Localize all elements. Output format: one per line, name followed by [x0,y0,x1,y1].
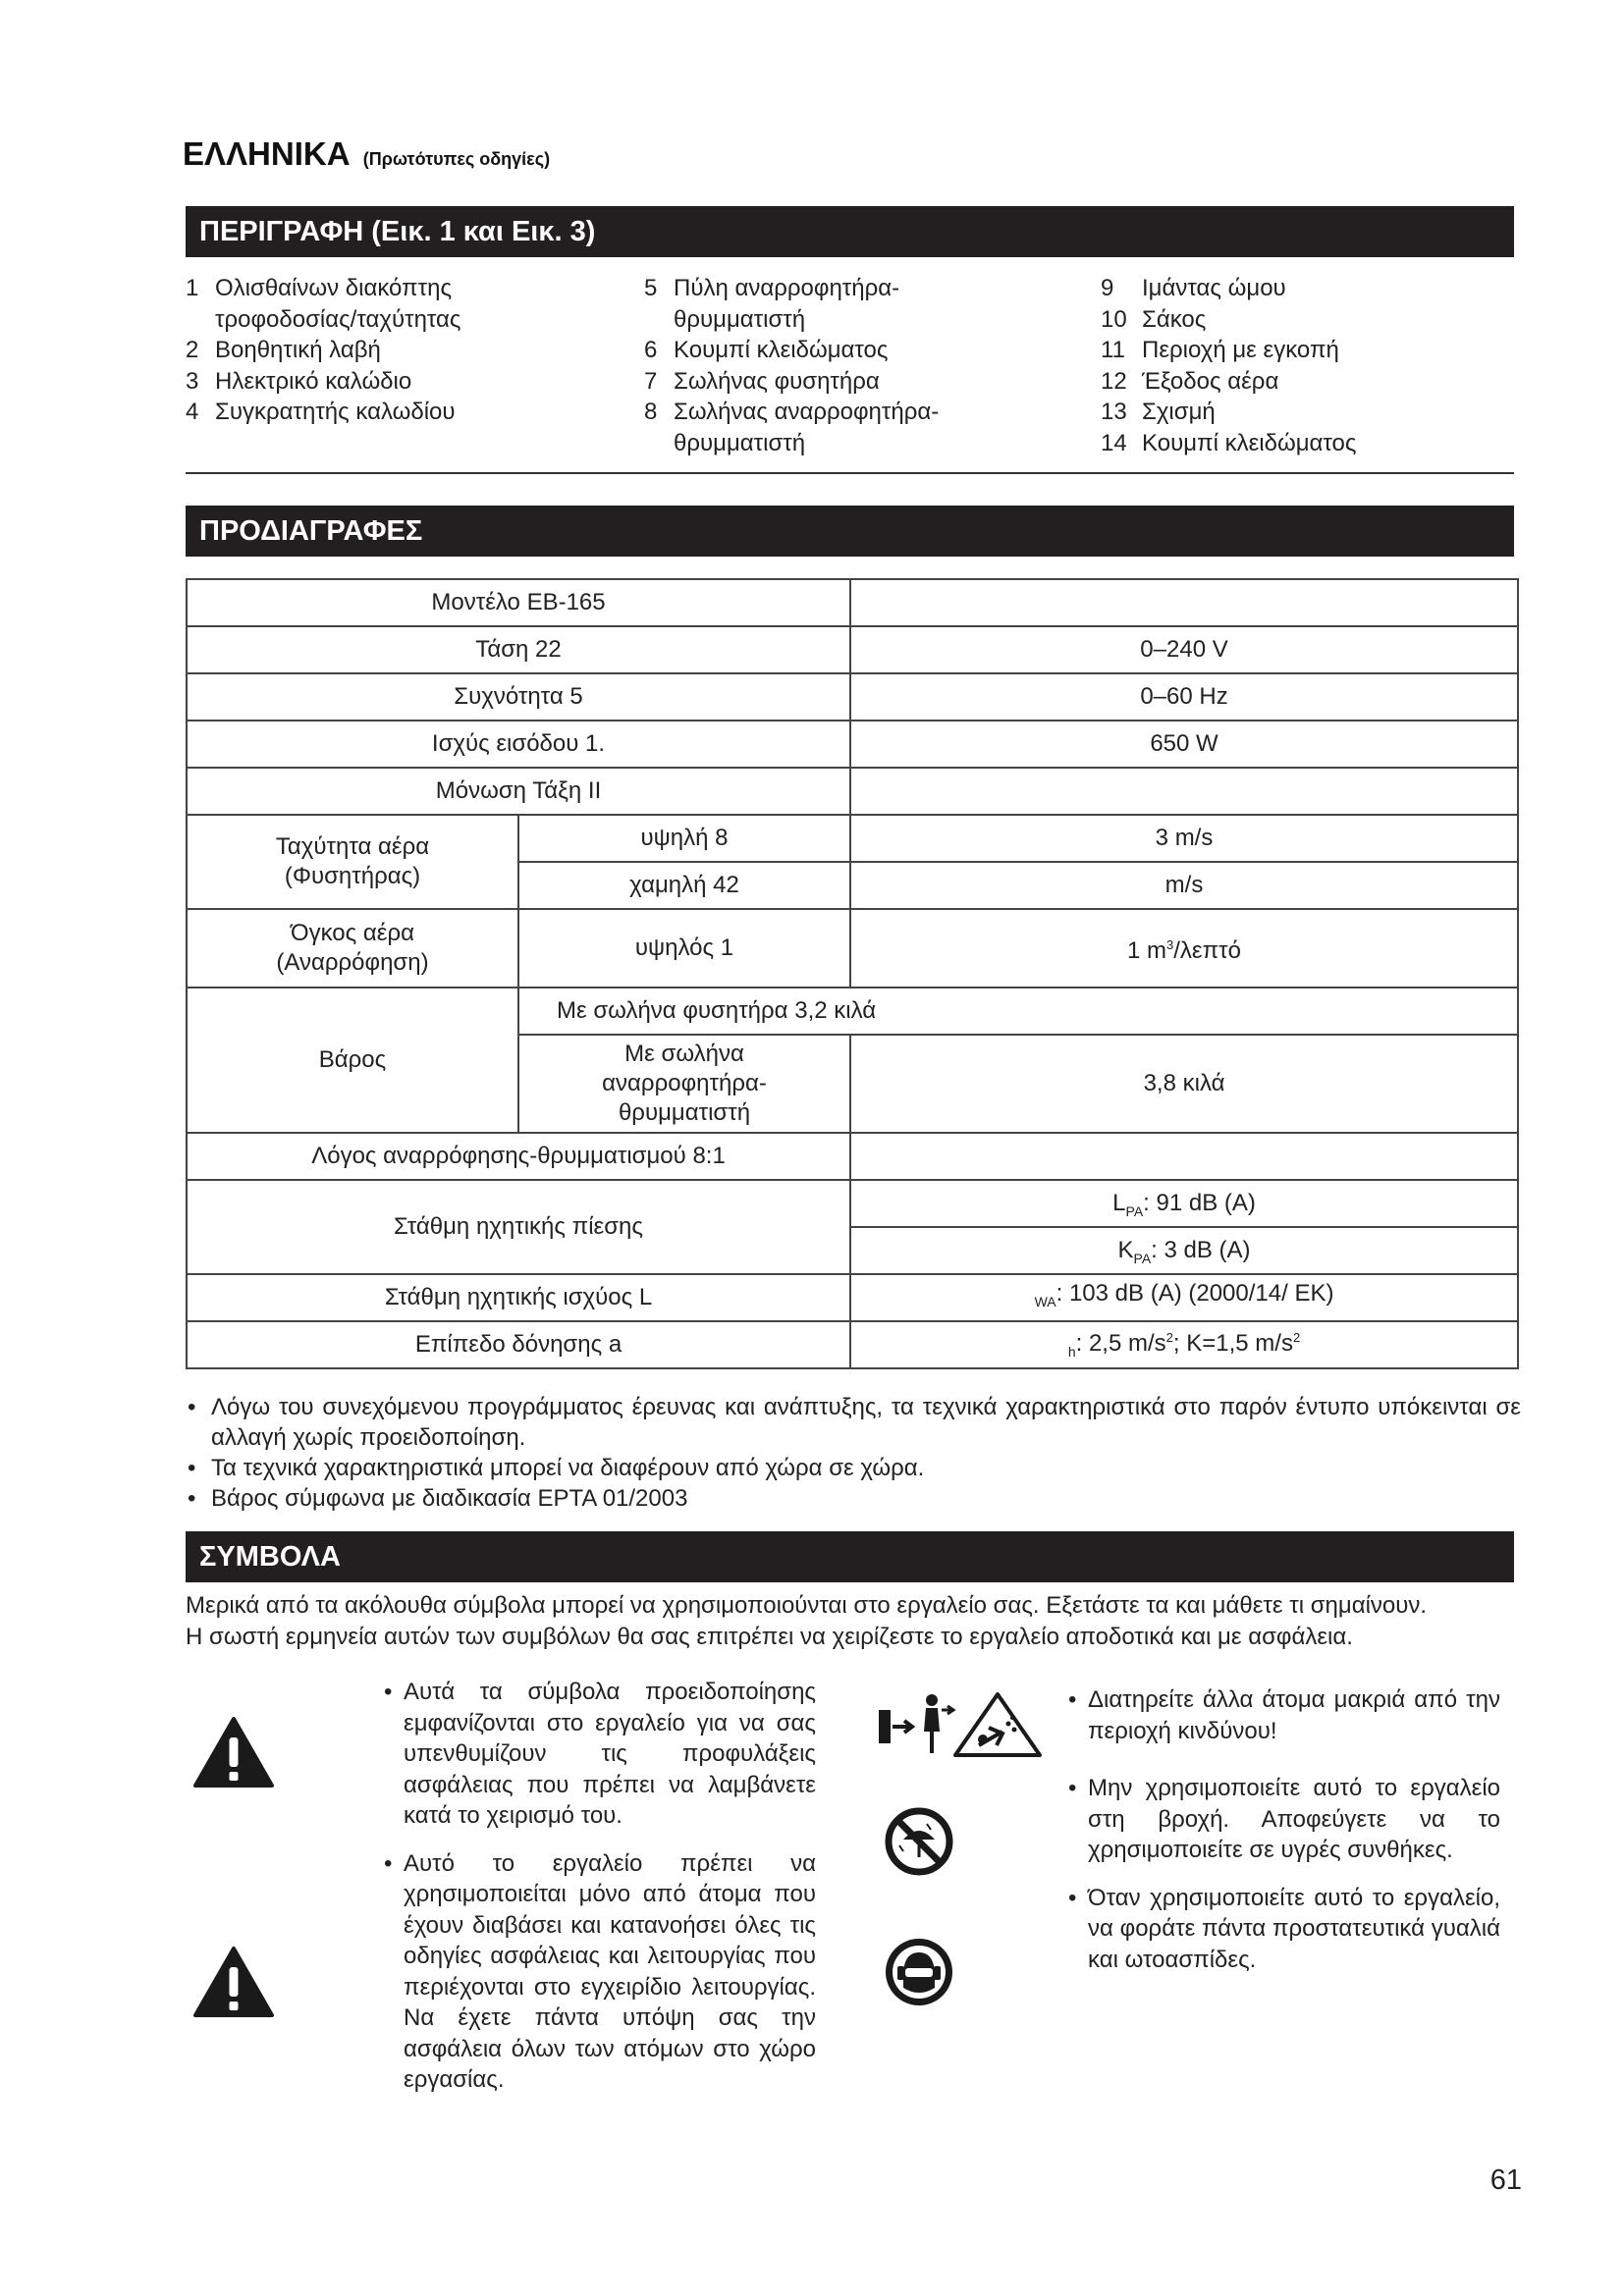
air-volume-superscript: 3 [1166,937,1174,952]
description-item [1101,428,1356,459]
description-item-number: 6 [644,337,658,363]
spec-vibration-value [850,1321,1518,1368]
description-item-text: Πύλη αναρροφητήρα- [674,275,900,301]
symbol-description: • Αυτά τα σύμβολα προειδοποίησης εμφανίζονται στο εργαλείο για να σας υπενθυμίζουν τις προφυλάξεις ασφάλειας που πρέπει να λαμβάνετε κατά το χειρισμό του. [384,1677,816,1832]
description-item-text: Περιοχή με εγκοπή [1142,337,1339,363]
description-item-text: Βοηθητική λαβή [215,337,381,363]
spec-sound-power-label: Στάθμη ηχητικής ισχύος L [187,1274,850,1321]
spec-power-value: 650 W [850,721,1518,768]
description-item-text: Κουμπί κλειδώματος [674,337,889,363]
symbols-left-text [384,1677,816,2096]
symbol-description: • Διατηρείτε άλλα άτομα μακριά από την περιοχή κινδύνου! [1068,1684,1500,1746]
lpa-text: : 91 dB (A) [1143,1190,1256,1216]
note-item: • Λόγω του συνεχόμενου προγράμματος έρευνας και ανάπτυξης, τα τεχνικά χαρακτηριστικά στο παρόν έντυπο υπόκεινται σε αλλαγή χωρίς προειδοποίηση. [186,1392,1521,1453]
specification-notes [186,1392,1521,1514]
spec-voltage-label: Τάση 22 [187,626,850,673]
symbols-section-bar: ΣΥΜΒΟΛΑ [186,1531,1514,1582]
spec-air-volume-label-line1: Όγκος αέρα [291,920,414,946]
vibration-superscript-1: 2 [1165,1330,1173,1345]
description-item [1101,366,1356,398]
description-item [644,335,939,366]
note-item: • Τα τεχνικά χαρακτηριστικά μπορεί να διαφέρουν από χώρα σε χώρα. [186,1453,1521,1483]
description-item-number: 3 [186,367,199,395]
spec-air-speed-low-value: m/s [850,862,1518,909]
description-item [644,273,939,335]
spec-weight-label: Βάρος [187,988,518,1133]
description-item-number: 9 [1101,275,1114,301]
description-item-number: 10 [1101,305,1127,333]
spec-sound-pressure-values [850,1180,1518,1274]
description-item-number: 1 [186,275,199,301]
symbols-intro-line1: Μερικά από τα ακόλουθα σύμβολα μπορεί να χρησιμοποιούνται στο εργαλείο σας. Εξετάστε τα και μάθετε τι σημαίνουν. [186,1592,1428,1619]
description-item-text: Έξοδος αέρα [1142,367,1279,395]
spec-row-sound-pressure [187,1180,1518,1274]
description-column-2 [644,273,939,458]
description-item-number: 4 [186,399,199,425]
description-item [644,366,939,398]
description-item-number: 11 [1101,337,1125,363]
symbols-right-text [1068,1684,1500,1975]
description-item-continuation: θρυμματιστή [674,305,806,333]
description-item-continuation: θρυμματιστή [674,429,806,456]
spec-voltage-value: 0–240 V [850,626,1518,673]
description-item-text: Σωλήνας φυσητήρα [674,367,880,395]
description-item [186,366,461,398]
wear-eye-ear-protection-icon [884,1937,954,2007]
symbol-description: • Όταν χρησιμοποιείτε αυτό το εργαλείο, να φοράτε πάντα προστατευτικά γυαλιά και ωτοασπίδες. [1068,1883,1500,1976]
description-item-number: 12 [1101,367,1127,395]
spec-vibration-label: Επίπεδο δόνησης a [187,1321,850,1368]
spec-power-label: Ισχύς εισόδου 1. [187,721,850,768]
description-item [186,335,461,366]
spec-air-volume-value [850,909,1518,988]
spec-air-speed-high-value: 3 m/s [850,815,1518,862]
spec-ratio: Λόγος αναρρόφησης-θρυμματισμού 8:1 [187,1133,850,1180]
symbols-intro [186,1590,1533,1653]
symbol-description: • Αυτό το εργαλείο πρέπει να χρησιμοποιείται μόνο από άτομα που έχουν διαβάσει και κατανοήσει όλες τις οδηγίες ασφάλειας και λειτουργίας που περιέχονται στο εγχειρίδιο λειτουργίας. Να έχετε πάντα υπόψη σας την ασφάλεια όλων των ατόμων στο χώρο εργασίας. [384,1848,816,2096]
kpa-subscript: PA [1133,1251,1152,1266]
spec-row-sound-power [187,1274,1518,1321]
description-column-3 [1101,273,1356,458]
spec-row-weight-blower [187,988,1518,1035]
note-item: • Βάρος σύμφωνα με διαδικασία EPTA 01/2003 [186,1483,1521,1514]
description-divider [186,472,1514,474]
spec-insulation: Μόνωση Τάξη II [187,768,850,815]
kpa-letter: K [1117,1237,1134,1263]
spec-air-speed-label [187,815,518,909]
air-volume-unit: /λεπτό [1173,937,1242,964]
spec-model: Μοντέλο EB-165 [187,579,850,626]
spec-sound-power-value [850,1274,1518,1321]
spec-air-speed-label-line1: Ταχύτητα αέρα [275,833,430,860]
description-item-text: Συγκρατητής καλωδίου [215,399,456,425]
vibration-text-2: ; K=1,5 m/s [1172,1330,1293,1357]
symbols-intro-line2: Η σωστή ερμηνεία αυτών των συμβόλων θα σας επιτρέπει να χειρίζεστε το εργαλείο αποδοτικά και με ασφάλεια. [186,1624,1353,1650]
description-column-1 [186,273,461,428]
no-rain-icon [884,1806,954,1877]
vibration-text-1: : 2,5 m/s [1075,1330,1166,1357]
spec-row-air-speed-high [187,815,1518,862]
sound-power-text: : 103 dB (A) (2000/14/ ΕΚ) [1056,1280,1334,1307]
description-item [1101,273,1356,304]
spec-frequency-value: 0–60 Hz [850,673,1518,721]
page-number: 61 [1489,2164,1522,2196]
spec-weight-vac-line1: Με σωλήνα [624,1041,744,1067]
vibration-superscript-2: 2 [1292,1330,1301,1345]
description-item [644,397,939,458]
description-section-bar: ΠΕΡΙΓΡΑΦΗ (Εικ. 1 και Εικ. 3) [186,206,1514,257]
warning-triangle-icon [192,1716,275,1789]
description-item-text: Κουμπί κλειδώματος [1142,429,1357,456]
description-item-number: 2 [186,337,199,363]
description-item-text: Ιμάντας ώμου [1142,275,1286,301]
spec-row-air-volume [187,909,1518,988]
spec-row-frequency [187,673,1518,721]
description-item-number: 8 [644,399,658,425]
spec-air-speed-label-line2: (Φυσητήρας) [284,863,421,889]
spec-row-vibration [187,1321,1518,1368]
spec-air-volume-label-line2: (Αναρρόφηση) [276,949,429,976]
spec-weight-vac-value: 3,8 κιλά [850,1035,1518,1133]
spec-frequency-label: Συχνότητα 5 [187,673,850,721]
spec-row-ratio [187,1133,1518,1180]
spec-row-model [187,579,1518,626]
spec-air-speed-high: υψηλή 8 [518,815,850,862]
spec-weight-vac-line3: θρυμματιστή [618,1099,751,1126]
description-item-number: 7 [644,367,658,395]
description-item [186,273,461,335]
vibration-subscript: h [1067,1344,1076,1360]
keep-bystanders-away-icon [877,1688,1044,1759]
spec-air-volume-label [187,909,518,988]
spec-air-speed-low: χαμηλή 42 [518,862,850,909]
description-item-text: Σάκος [1142,305,1207,333]
spec-air-volume-high: υψηλός 1 [518,909,850,988]
description-item [1101,304,1356,336]
description-item-number: 13 [1101,399,1127,425]
spec-model-value [850,579,1518,626]
description-item-text: Σωλήνας αναρροφητήρα- [674,399,940,425]
warning-triangle-icon [192,1946,275,2018]
spec-weight-vac-line2: αναρροφητήρα- [602,1070,767,1096]
spec-row-insulation [187,768,1518,815]
description-item-text: Ολισθαίνων διακόπτης [215,275,453,301]
spec-row-voltage [187,626,1518,673]
description-item-number: 5 [644,275,658,301]
spec-kpa-value [851,1226,1517,1273]
spec-lpa-value [851,1181,1517,1226]
spec-ratio-value [850,1133,1518,1180]
lpa-subscript: PA [1125,1203,1144,1219]
description-item [186,397,461,428]
kpa-text: : 3 dB (A) [1151,1237,1251,1263]
symbol-description: • Μην χρησιμοποιείτε αυτό το εργαλείο στη βροχή. Αποφεύγετε να το χρησιμοποιείτε σε υγρές συνθήκες. [1068,1773,1500,1866]
specifications-section-bar: ΠΡΟΔΙΑΓΡΑΦΕΣ [186,506,1514,557]
spec-insulation-value [850,768,1518,815]
spec-sound-pressure-label: Στάθμη ηχητικής πίεσης [187,1180,850,1274]
description-item [1101,335,1356,366]
description-item-continuation: τροφοδοσίας/ταχύτητας [215,305,461,333]
document-language-title [183,135,550,173]
description-item [1101,397,1356,428]
spec-row-power [187,721,1518,768]
lpa-letter: L [1112,1190,1126,1216]
language-subtitle: (Πρωτότυπες οδηγίες) [362,149,551,169]
description-item-text: Σχισμή [1142,399,1216,425]
specifications-table [186,578,1519,1369]
description-item-number: 14 [1101,429,1127,456]
spec-weight-blower: Με σωλήνα φυσητήρα 3,2 κιλά [518,988,1518,1035]
language-heading: ΕΛΛΗΝΙΚΑ [183,135,351,172]
sound-power-subscript: WA [1034,1294,1056,1309]
description-item-text: Ηλεκτρικό καλώδιο [215,367,412,395]
air-volume-number: 1 m [1127,937,1167,964]
spec-weight-vac-label [518,1035,850,1133]
